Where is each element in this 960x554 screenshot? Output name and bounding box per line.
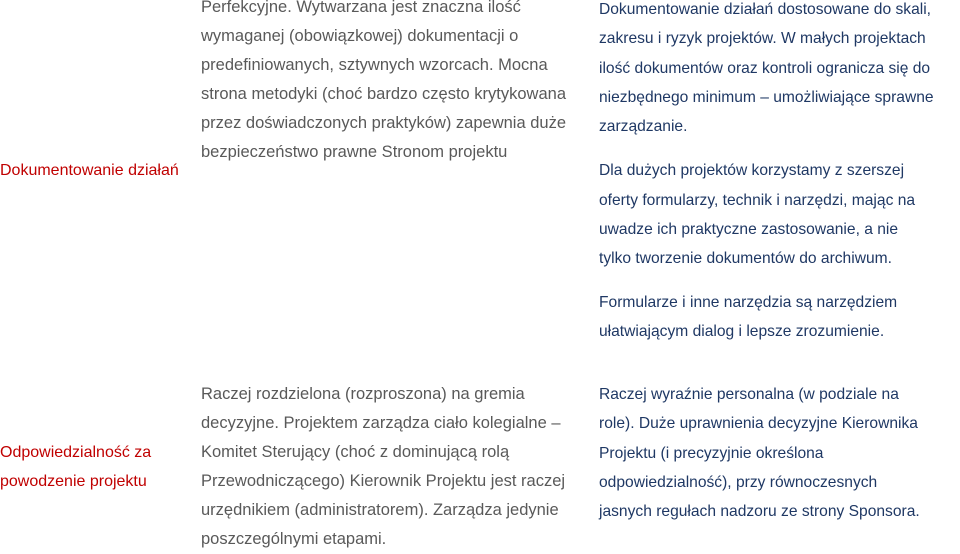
text-line: zakresu i ryzyk projektów. W małych projektach <box>599 30 926 48</box>
text-line: odpowiedzialność), przy równoczesnych <box>599 473 878 491</box>
paragraph <box>599 156 960 273</box>
text-line: decyzyjne. Projektem zarządza ciało kolegialne – <box>201 414 561 432</box>
text-line: Formularze i inne narzędzia są narzędziem <box>599 294 898 312</box>
row-1-middle-text <box>201 0 581 167</box>
text-line: Perfekcyjne. Wytwarzana jest znaczna ilość <box>201 0 521 16</box>
text-line: Przewodniczącego) Kierownik Projektu jest raczej <box>201 472 566 490</box>
paragraph <box>599 0 960 141</box>
text-line: Dla dużych projektów korzystamy z szerszej <box>599 162 905 180</box>
text-line: oferty formularzy, technik i narzędzi, mając na <box>599 191 916 209</box>
text-line: ułatwiającym dialog i lepsze zrozumienie. <box>599 323 885 341</box>
text-line: tylko tworzenie dokumentów do archiwum. <box>599 250 892 268</box>
row-2-label-line: powodzenie projektu <box>0 473 147 490</box>
text-line: przez doświadczonych praktyków) zapewnia duże <box>201 114 567 132</box>
text-line: strona metodyki (choć bardzo często krytykowana <box>201 85 566 103</box>
text-line: urzędnikiem (administratorem). Zarządza jedynie <box>201 501 559 519</box>
text-line: zarządzanie. <box>599 118 688 136</box>
text-line: Raczej wyraźnie personalna (w podziale na <box>599 386 899 403</box>
row-1-label-text: Dokumentowanie działań <box>0 162 179 179</box>
row-2-right-text <box>599 380 960 526</box>
text-line: ilość dokumentów oraz kontroli ogranicza się do <box>599 59 931 77</box>
text-line: Komitet Sterujący (choć z dominującą rolą <box>201 443 510 461</box>
row-2-label-line: Odpowiedzialność za <box>0 444 152 461</box>
text-line: bezpieczeństwo prawne Stronom projektu <box>201 143 508 161</box>
text-line: niezbędnego minimum – umożliwiające sprawne <box>599 88 934 106</box>
row-2-label <box>0 438 151 496</box>
row-1-label <box>0 156 179 185</box>
text-line: jasnych regułach nadzoru ze strony Sponsora. <box>599 503 920 521</box>
row-2-middle-text <box>201 380 581 554</box>
text-line: Dokumentowanie działań dostosowane do skali, <box>599 1 931 18</box>
text-line: poszczególnymi etapami. <box>201 530 387 548</box>
text-line: wymaganej (obowiązkowej) dokumentacji o <box>201 27 519 45</box>
text-line: Raczej rozdzielona (rozproszona) na gremia <box>201 385 525 403</box>
paragraph <box>599 288 960 347</box>
text-line: predefiniowanych, sztywnych wzorcach. Mocna <box>201 56 548 74</box>
text-line: Projektu (i precyzyjnie określona <box>599 444 824 462</box>
row-1-right-text <box>599 0 960 347</box>
text-line: uwadze ich praktyczne zastosowanie, a nie <box>599 221 899 239</box>
text-line: role). Duże uprawnienia decyzyjne Kierownika <box>599 415 918 433</box>
